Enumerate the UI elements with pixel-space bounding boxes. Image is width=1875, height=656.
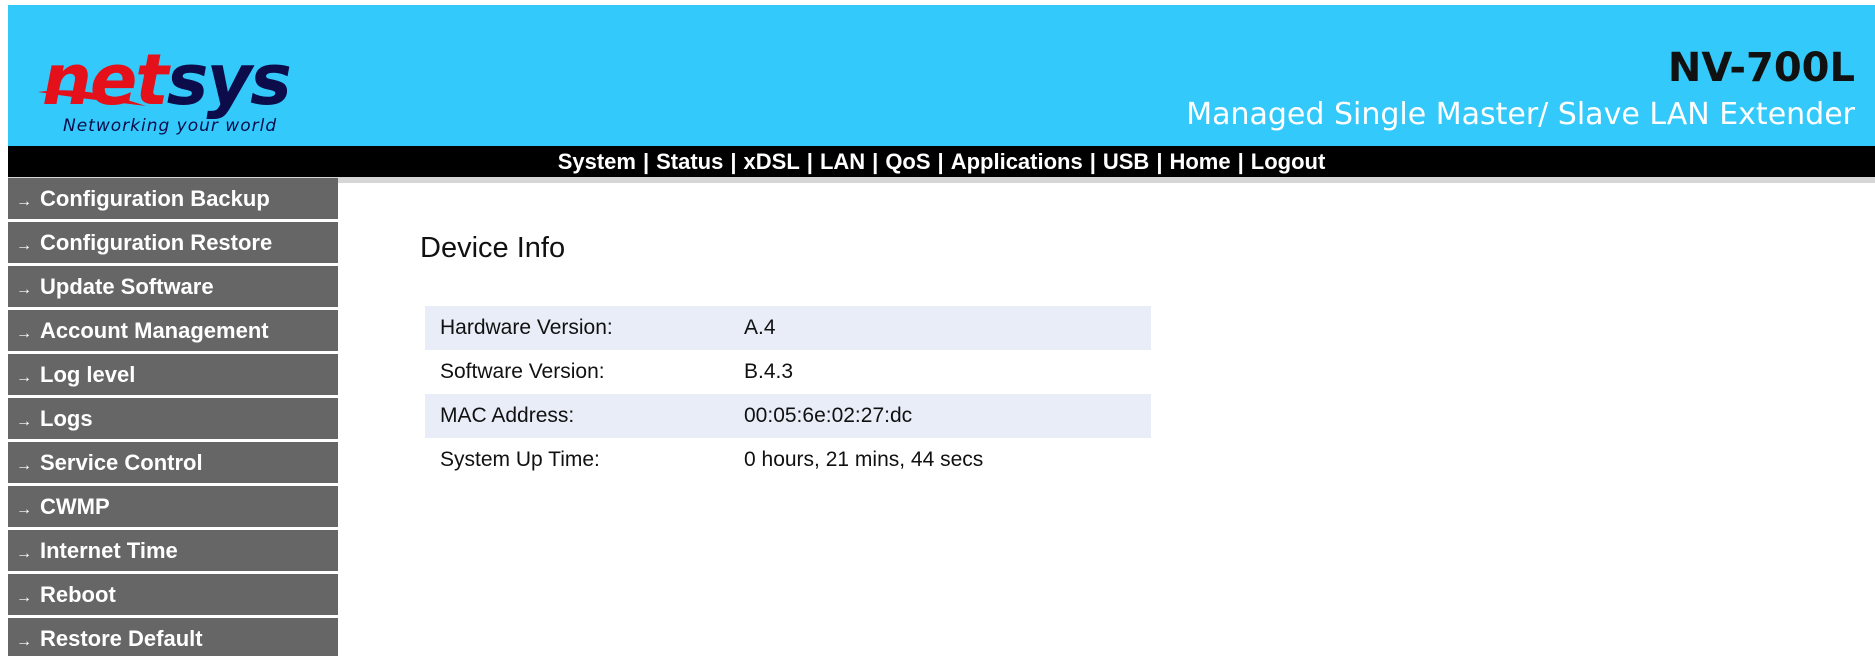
nav-separator: | [1089, 149, 1096, 174]
arrow-right-icon: → [16, 193, 32, 210]
nav-separator: | [1237, 149, 1244, 174]
sidebar-item-configuration-restore[interactable] [8, 222, 338, 263]
sidebar-item-restore-default[interactable] [8, 618, 338, 656]
header-banner [8, 5, 1875, 146]
table-row [425, 394, 1151, 438]
arrow-right-icon: → [16, 589, 32, 606]
sidebar-item-log-level[interactable] [8, 354, 338, 395]
sidebar-item-label: Logs [40, 406, 93, 431]
sidebar-item-label: Configuration Backup [40, 186, 270, 211]
sidebar-item-reboot[interactable] [8, 574, 338, 615]
sidebar-item-label: Log level [40, 362, 136, 387]
software-version-label: Software Version: [440, 360, 605, 383]
arrow-right-icon: → [16, 369, 32, 386]
nav-separator: | [642, 149, 650, 174]
product-subtitle: Managed Single Master/ Slave LAN Extender [1186, 97, 1855, 132]
device-info-table [425, 306, 1151, 482]
brand-name-dark: sys [166, 39, 290, 121]
nav-separator: | [806, 149, 813, 174]
brand-logo[interactable] [36, 40, 326, 140]
nav-lan[interactable]: LAN [819, 149, 866, 174]
sidebar-item-internet-time[interactable] [8, 530, 338, 571]
arrow-right-icon: → [16, 237, 32, 254]
sidebar [8, 178, 338, 656]
nav-separator: | [872, 149, 879, 174]
arrow-right-icon: → [16, 545, 32, 562]
model-name: NV-700L [1667, 45, 1855, 91]
arrow-right-icon: → [16, 325, 32, 342]
sidebar-item-label: Restore Default [40, 626, 203, 651]
nav-separator: | [1156, 149, 1163, 174]
nav-home[interactable]: Home [1169, 149, 1231, 174]
brand-wordmark [42, 40, 290, 120]
sidebar-item-label: Internet Time [40, 538, 178, 563]
nav-separator: | [730, 149, 737, 174]
software-version-value: B.4.3 [744, 360, 794, 383]
sidebar-item-logs[interactable] [8, 398, 338, 439]
table-row [425, 306, 1151, 350]
sidebar-item-service-control[interactable] [8, 442, 338, 483]
arrow-right-icon: → [16, 281, 32, 298]
sidebar-item-account-management[interactable] [8, 310, 338, 351]
nav-separator: | [937, 149, 944, 174]
arrow-right-icon: → [16, 633, 32, 650]
nav-qos[interactable]: QoS [885, 149, 931, 174]
nav-logout[interactable]: Logout [1250, 149, 1326, 174]
sidebar-item-label: CWMP [40, 494, 110, 519]
nav-xdsl[interactable]: xDSL [743, 149, 800, 174]
nav-status[interactable]: Status [656, 149, 724, 174]
sidebar-item-cwmp[interactable] [8, 486, 338, 527]
system-up-time-label: System Up Time: [440, 448, 600, 471]
sidebar-item-label: Configuration Restore [40, 230, 273, 255]
mac-address-label: MAC Address: [440, 404, 575, 427]
arrow-right-icon: → [16, 457, 32, 474]
nav-system[interactable]: System [557, 149, 636, 174]
page-title: Device Info [420, 232, 566, 264]
sidebar-item-label: Update Software [40, 274, 214, 299]
sidebar-item-label: Service Control [40, 450, 203, 475]
brand-tagline: Networking your world [63, 116, 278, 136]
system-up-time-value: 0 hours, 21 mins, 44 secs [744, 448, 984, 471]
sidebar-item-label: Reboot [40, 582, 116, 607]
sidebar-item-update-software[interactable] [8, 266, 338, 307]
sidebar-item-configuration-backup[interactable] [8, 178, 338, 219]
hardware-version-value: A.4 [744, 316, 776, 339]
arrow-right-icon: → [16, 501, 32, 518]
nav-usb[interactable]: USB [1102, 149, 1150, 174]
top-nav [8, 146, 1875, 177]
table-row [425, 350, 1151, 394]
hardware-version-label: Hardware Version: [440, 316, 613, 339]
nav-applications[interactable]: Applications [950, 149, 1083, 174]
table-row [425, 438, 1151, 482]
sidebar-item-label: Account Management [40, 318, 269, 343]
mac-address-value: 00:05:6e:02:27:dc [744, 404, 913, 427]
brand-name-red: net [42, 39, 167, 121]
arrow-right-icon: → [16, 413, 32, 430]
